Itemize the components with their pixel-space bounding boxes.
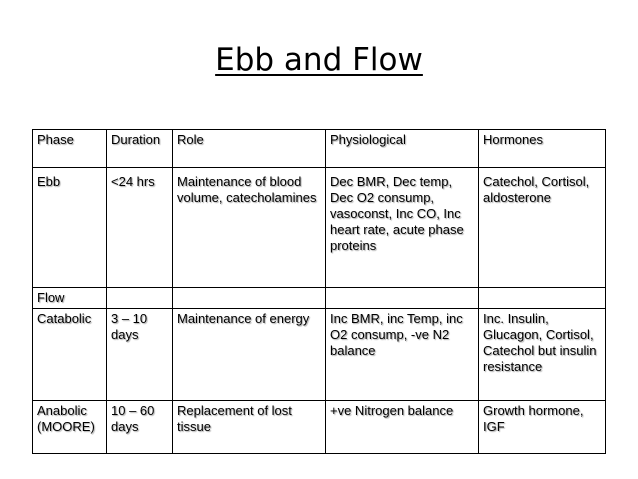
cell-duration: 3 – 10 days	[107, 309, 173, 401]
slide-title-text: Ebb and Flow	[215, 42, 423, 78]
cell-duration: 10 – 60 days	[107, 401, 173, 454]
cell-hormones: Catechol, Cortisol, aldosterone	[479, 168, 606, 288]
cell-phase: Catabolic	[33, 309, 107, 401]
ebb-flow-table	[32, 129, 606, 454]
cell-phase: Ebb	[33, 168, 107, 288]
cell-role	[173, 288, 326, 309]
slide-title	[0, 40, 638, 80]
table-row-ebb	[33, 168, 606, 288]
header-role: Role	[173, 130, 326, 168]
cell-role: Replacement of lost tissue	[173, 401, 326, 454]
header-hormones: Hormones	[479, 130, 606, 168]
cell-duration	[107, 288, 173, 309]
cell-physiological: Dec BMR, Dec temp, Dec O2 consump, vasoconst, Inc CO, Inc heart rate, acute phase proteins	[326, 168, 479, 288]
cell-hormones: Inc. Insulin, Glucagon, Cortisol, Catechol but insulin resistance	[479, 309, 606, 401]
header-phase: Phase	[33, 130, 107, 168]
header-physiological: Physiological	[326, 130, 479, 168]
table-row-flow	[33, 288, 606, 309]
cell-hormones: Growth hormone, IGF	[479, 401, 606, 454]
table-row-catabolic	[33, 309, 606, 401]
cell-role: Maintenance of energy	[173, 309, 326, 401]
table-row-anabolic	[33, 401, 606, 454]
cell-physiological: Inc BMR, inc Temp, inc O2 consump, -ve N2 balance	[326, 309, 479, 401]
cell-phase: Flow	[33, 288, 107, 309]
cell-phase: Anabolic (MOORE)	[33, 401, 107, 454]
cell-duration: <24 hrs	[107, 168, 173, 288]
table-header-row	[33, 130, 606, 168]
cell-physiological: +ve Nitrogen balance	[326, 401, 479, 454]
header-duration: Duration	[107, 130, 173, 168]
cell-role: Maintenance of blood volume, catecholamines	[173, 168, 326, 288]
cell-physiological	[326, 288, 479, 309]
cell-hormones	[479, 288, 606, 309]
